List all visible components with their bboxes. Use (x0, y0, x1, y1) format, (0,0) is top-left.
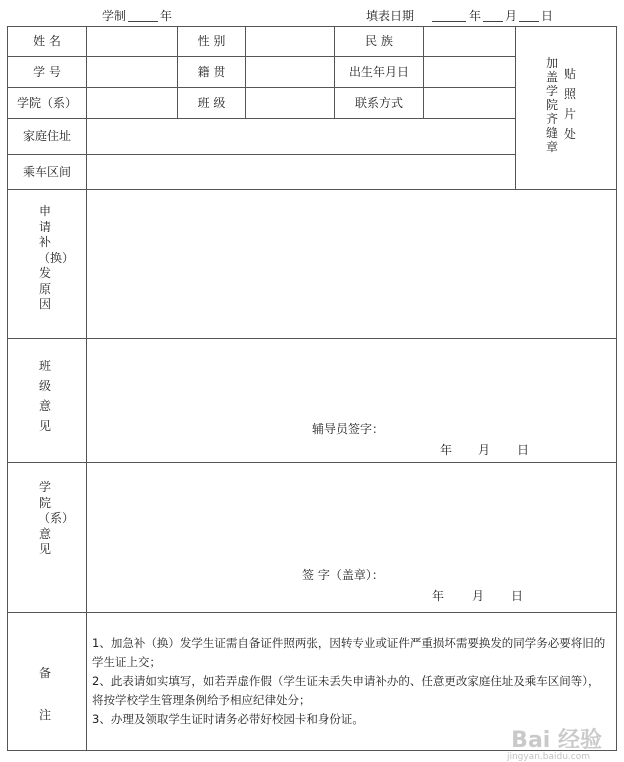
counselor-sign-label: 辅导员签字： (312, 422, 385, 436)
note-2: 2、此表请如实填写，如若弄虚作假（学生证未丢失申请补办的、任意更改家庭住址及乘车区间等），将按学校学生管理条例给予相应纪律处分； (92, 674, 600, 707)
college-date-month: 月 (472, 589, 485, 603)
header-year: 年 (469, 9, 482, 23)
label-home-address: 家庭住址 (22, 129, 71, 143)
year-blank[interactable] (432, 9, 466, 22)
contact-input[interactable] (425, 89, 514, 117)
birth-date-input[interactable] (425, 58, 514, 86)
ride-range-input[interactable] (88, 156, 514, 188)
label-gender: 性 别 (197, 34, 226, 48)
month-blank[interactable] (483, 9, 503, 22)
photo-seal-note: 加盖学院齐缝章 (545, 56, 558, 154)
reason-label: 申请补（换）发原因 (38, 204, 75, 311)
fill-date-label: 填表日期 (366, 9, 415, 23)
label-college: 学院（系） (16, 96, 77, 110)
class-opinion-label: 班级意见 (38, 359, 51, 433)
class-date-day: 日 (517, 443, 530, 457)
college-input[interactable] (88, 89, 176, 117)
class-input[interactable] (247, 89, 333, 117)
native-place-input[interactable] (247, 58, 333, 86)
class-date-month: 月 (478, 443, 491, 457)
label-student-id: 学 号 (33, 65, 61, 79)
label-ethnicity: 民 族 (365, 34, 393, 48)
label-name: 姓 名 (33, 34, 61, 48)
label-class: 班 级 (197, 96, 226, 110)
college-date-day: 日 (511, 589, 524, 603)
college-opinion-label: 学院（系）意见 (38, 480, 75, 556)
label-ride-range: 乘车区间 (22, 165, 71, 179)
name-input[interactable] (88, 28, 176, 55)
label-contact: 联系方式 (354, 96, 403, 110)
xuezhi-unit: 年 (160, 9, 173, 23)
student-id-input[interactable] (88, 58, 176, 86)
label-birth-date: 出生年月日 (348, 65, 409, 79)
header-day: 日 (541, 9, 554, 23)
xuezhi-label: 学制 (102, 9, 127, 23)
class-opinion-input[interactable] (88, 340, 615, 461)
class-date-year: 年 (440, 443, 453, 457)
home-address-input[interactable] (88, 120, 514, 153)
baidu-watermark: Bai 经验 (511, 728, 602, 753)
note-3: 3、办理及领取学生证时请务必带好校园卡和身份证。 (92, 712, 364, 726)
college-date-year: 年 (432, 589, 445, 603)
ethnicity-input[interactable] (425, 28, 514, 55)
college-opinion-input[interactable] (88, 464, 615, 611)
photo-label: 贴照片处 (563, 67, 576, 141)
note-1: 1、加急补（换）发学生证需自备证件照两张，因转专业或证件严重损坏需要换发的同学务必要将旧的学生证上交； (92, 636, 606, 669)
baidu-watermark-url: jingyan.baidu.com (506, 752, 590, 762)
college-sign-label: 签 字（盖章）： (302, 568, 384, 582)
remarks-label: 备注 (38, 666, 51, 722)
gender-input[interactable] (247, 28, 333, 55)
xuezhi-blank[interactable] (128, 9, 158, 22)
reason-input[interactable] (88, 191, 615, 337)
header-month: 月 (505, 9, 518, 23)
day-blank[interactable] (519, 9, 539, 22)
label-native-place: 籍 贯 (197, 65, 226, 79)
